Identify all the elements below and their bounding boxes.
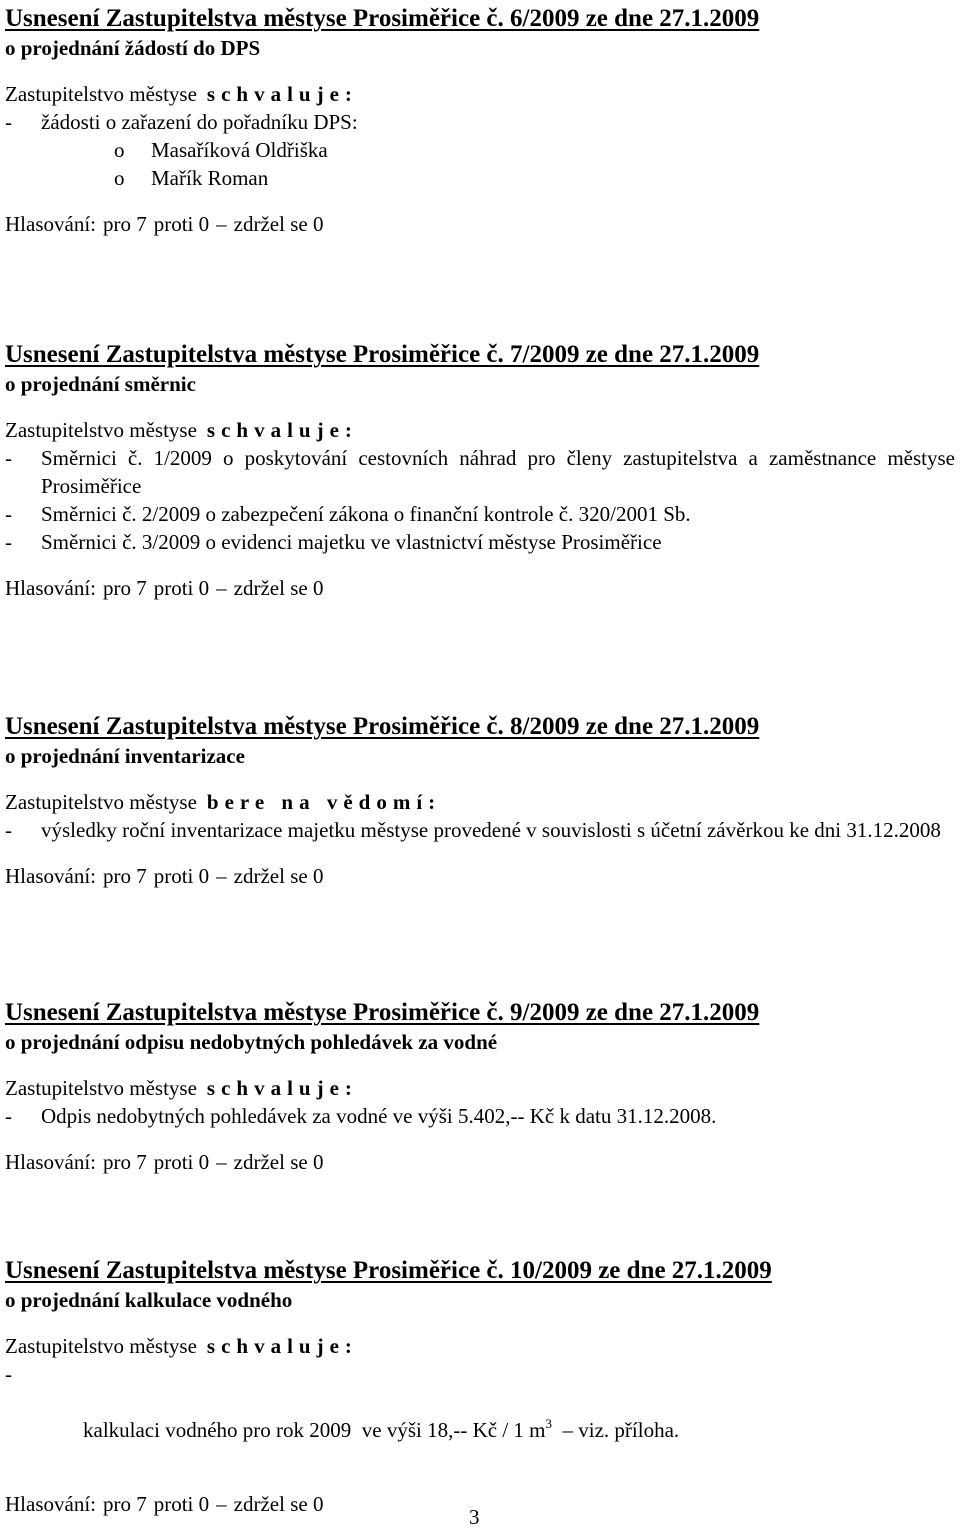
- applicant-list: [5, 136, 955, 192]
- list-item-text-suffix: – viz. příloha.: [552, 1418, 680, 1442]
- resolution-subject: o projednání směrnic: [5, 372, 196, 396]
- statement-prefix: Zastupitelstvo městyse: [5, 418, 197, 442]
- vote-abstain: zdržel se 0: [233, 1150, 324, 1174]
- vote-for: pro 7: [102, 1492, 147, 1516]
- list-dash: -: [5, 1104, 12, 1128]
- vote-against: proti 0: [153, 212, 210, 236]
- list-subitem: [5, 164, 955, 192]
- vote-dash: –: [216, 864, 227, 888]
- statement-prefix: Zastupitelstvo městyse: [5, 790, 197, 814]
- statement-prefix: Zastupitelstvo městyse: [5, 1334, 197, 1358]
- vote-label: Hlasování:: [5, 576, 96, 600]
- list-item-text: Odpis nedobytných pohledávek za vodné ve výši 5.402,-- Kč k datu 31.12.2008.: [41, 1104, 717, 1128]
- vote-dash: –: [216, 1492, 227, 1516]
- applicant-name: Masaříková Oldřiška: [151, 138, 328, 162]
- vote-against: proti 0: [153, 1492, 210, 1516]
- resolution-heading: Usnesení Zastupitelstva městyse Prosiměřice č. 8/2009 ze dne 27.1.2009: [5, 713, 760, 740]
- list-item-text: žádosti o zařazení do pořadníku DPS:: [41, 110, 358, 134]
- vote-abstain: zdržel se 0: [233, 212, 324, 236]
- list-dash: -: [5, 502, 12, 526]
- list-item-text: kalkulaci vodného pro rok 2009 ve výši 18,-- Kč / 1 m: [83, 1418, 546, 1442]
- vote-for: pro 7: [102, 1150, 147, 1174]
- resolution-subject: o projednání odpisu nedobytných pohledávek za vodné: [5, 1030, 498, 1054]
- statement-prefix: Zastupitelstvo městyse: [5, 1076, 197, 1100]
- resolution-heading: Usnesení Zastupitelstva městyse Prosiměřice č. 7/2009 ze dne 27.1.2009: [5, 341, 760, 368]
- resolution-statement: [5, 1074, 955, 1102]
- vote-dash: –: [216, 576, 227, 600]
- statement-prefix: Zastupitelstvo městyse: [5, 82, 197, 106]
- resolution-items: [5, 1102, 955, 1130]
- list-dash: -: [5, 110, 12, 134]
- list-item: [5, 500, 955, 528]
- list-item: [5, 528, 955, 556]
- applicant-name: Mařík Roman: [151, 166, 269, 190]
- resolution-subject: o projednání inventarizace: [5, 744, 245, 768]
- vote-against: proti 0: [153, 864, 210, 888]
- vote-label: Hlasování:: [5, 1492, 96, 1516]
- page-number: 3: [469, 1505, 480, 1529]
- list-item: [5, 1102, 955, 1130]
- resolution-items: [5, 108, 955, 136]
- resolution-verb: schvaluje:: [206, 418, 358, 442]
- resolution-statement: [5, 788, 955, 816]
- list-item: [5, 1360, 955, 1472]
- resolution-verb: schvaluje:: [206, 1076, 358, 1100]
- resolution-heading: Usnesení Zastupitelstva městyse Prosiměřice č. 9/2009 ze dne 27.1.2009: [5, 999, 760, 1026]
- vote-abstain: zdržel se 0: [233, 1492, 324, 1516]
- vote-against: proti 0: [153, 1150, 210, 1174]
- resolution-verb: bere na vědomí:: [206, 790, 442, 814]
- resolution-10: [5, 1256, 955, 1518]
- resolution-subject: o projednání žádostí do DPS: [5, 36, 261, 60]
- list-dash: -: [5, 530, 12, 554]
- list-dash: -: [5, 1362, 12, 1386]
- resolution-heading: Usnesení Zastupitelstva městyse Prosiměřice č. 10/2009 ze dne 27.1.2009: [5, 1257, 772, 1284]
- list-item-text: Směrnici č. 1/2009 o poskytování cestovních náhrad pro členy zastupitelstva a zaměstnance městyse Prosiměřice: [41, 446, 955, 498]
- vote-abstain: zdržel se 0: [233, 576, 324, 600]
- list-item-text: Směrnici č. 2/2009 o zabezpečení zákona o finanční kontrole č. 320/2001 Sb.: [41, 502, 691, 526]
- resolution-verb: schvaluje:: [206, 82, 358, 106]
- vote-for: pro 7: [102, 212, 147, 236]
- superscript-exponent: 3: [545, 1416, 552, 1431]
- vote-dash: –: [216, 1150, 227, 1174]
- vote-result: [5, 862, 955, 890]
- vote-label: Hlasování:: [5, 864, 96, 888]
- circle-bullet-icon: o: [114, 166, 125, 190]
- resolution-verb: schvaluje:: [206, 1334, 358, 1358]
- vote-result: [5, 574, 955, 602]
- vote-against: proti 0: [153, 576, 210, 600]
- list-item: [5, 816, 955, 844]
- resolution-8: [5, 712, 955, 890]
- resolution-subject: o projednání kalkulace vodného: [5, 1288, 293, 1312]
- resolution-6: [5, 4, 955, 238]
- list-item: [5, 108, 955, 136]
- resolution-items: [5, 444, 955, 556]
- vote-result: [5, 210, 955, 238]
- vote-label: Hlasování:: [5, 1150, 96, 1174]
- vote-abstain: zdržel se 0: [233, 864, 324, 888]
- list-item-text: Směrnici č. 3/2009 o evidenci majetku ve vlastnictví městyse Prosiměřice: [41, 530, 662, 554]
- vote-dash: –: [216, 212, 227, 236]
- resolution-items: [5, 816, 955, 844]
- resolution-statement: [5, 416, 955, 444]
- resolution-items: [5, 1360, 955, 1472]
- vote-result: [5, 1148, 955, 1176]
- vote-result: [5, 1490, 955, 1518]
- circle-bullet-icon: o: [114, 138, 125, 162]
- resolution-7: [5, 340, 955, 602]
- list-item: [5, 444, 955, 500]
- vote-for: pro 7: [102, 864, 147, 888]
- resolution-heading: Usnesení Zastupitelstva městyse Prosiměřice č. 6/2009 ze dne 27.1.2009: [5, 5, 760, 32]
- vote-label: Hlasování:: [5, 212, 96, 236]
- resolution-9: [5, 998, 955, 1176]
- list-dash: -: [5, 818, 12, 842]
- resolution-statement: [5, 80, 955, 108]
- resolution-statement: [5, 1332, 955, 1360]
- vote-for: pro 7: [102, 576, 147, 600]
- list-subitem: [5, 136, 955, 164]
- list-dash: -: [5, 446, 12, 470]
- list-item-text: výsledky roční inventarizace majetku městyse provedené v souvislosti s účetní závěrkou ke dni 31.12.2008: [41, 818, 941, 842]
